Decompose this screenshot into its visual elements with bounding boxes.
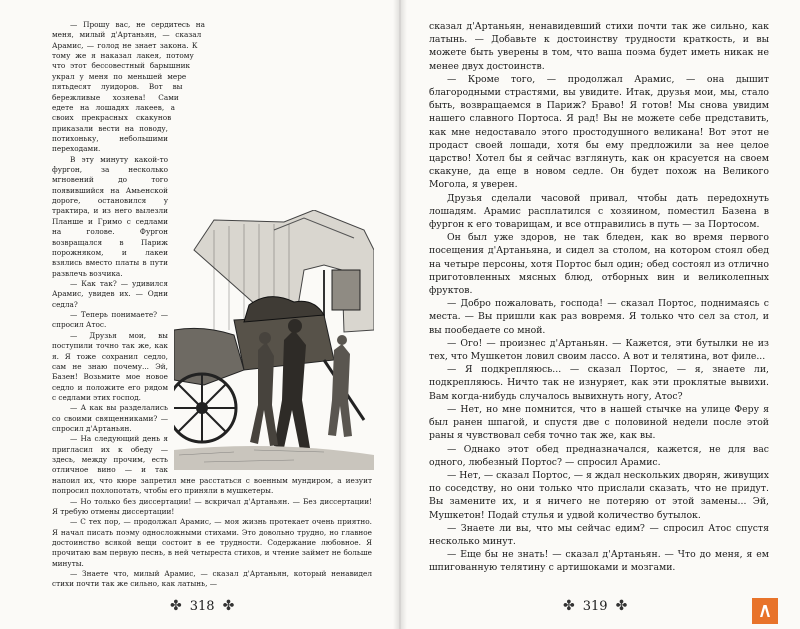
paragraph: — С тех пор, — продолжал Арамис, — моя жизнь протекает очень приятно. Я начал писать поэму односложными стихами. Это довольно трудно, но главное достоинство всякой вещи состоит в ее трудности. Содержание любовное. Я прочитаю вам первую песнь, в ней четыреста стихов, и чтение займет не больше минуты. [52,517,372,568]
paragraph: — А как вы разделались со своими священниками? — спросил д'Артаньян. [52,403,168,434]
paragraph: — Теперь понимаете? — спросил Атос. [52,310,168,330]
left-text-column [52,20,372,590]
paragraph: — На следующий день я пригласил их к обеду — здесь, между прочим, есть отличное вино — и так напоил их, что кюре запретил мне расстаться с военным мундиром, а иезуит попросил похлопотать, чтобы его приняли в мушкетеры. [52,434,372,496]
fleuron-ornament-icon: ✤ [170,598,182,614]
paragraph: В эту минуту какой-то фургон, за несколько мгновений до того появившийся на Амьенской дороге, остановился у трактира, и из него вылезли Планше и Гримо с седлами на голове. Фургон возвращался в Париж порожняком, и лакеи взялись вместо платы в пути развлечь возчика. [52,154,168,278]
paragraph: — Как так? — удивился Арамис, увидев их. — Одни седла? [52,278,168,309]
paragraph: — Я подкрепляюсь... — сказал Портос, — я, знаете ли, подкрепляюсь. Ничто так не изнуряет, как эти проклятые вывихи. Вам когда-нибудь случалось вывихнуть ногу, Атос? [429,364,769,402]
fleuron-ornament-icon: ✤ [222,598,235,614]
paragraph: — Кроме того, — продолжал Арамис, — она дышит благородными страстями, вы увидите. Итак, друзья мои, мы, стало быть, возвращаемся в Париж? Браво! Я готов! Мы снова увидим нашего славного Портоса. Я рад! Вы не можете себе представить, как мне недоставало этого простодушного великана! Вот этот не продаст своей лошади, хотя бы ему предложили за нее целое царство! Хотел бы я сейчас взглянуть, как он красуется на своем скакуне, да еще в новом седле. Он будет похож на Великого Могола, я уверен. [429,73,769,191]
right-page [401,0,800,629]
left-page-footer [170,598,234,614]
paragraph: — Еще бы не знать! — сказал д'Артаньян. — Что до меня, я ем шпигованную телятину с артишоками и мозгами. [429,549,769,574]
publisher-logo-icon [752,598,778,624]
right-page-footer [563,598,627,614]
paragraph: — Нет, — сказал Портос, — я ждал нескольких дворян, живущих по соседству, но они только что прислали сказать, что не придут. Вы замените их, и я ничего не потеряю от этой замены... Эй, Мушкетон! Подай стулья и удвой количество бутылок. [429,469,769,521]
paragraph: Друзья сделали часовой привал, чтобы дать передохнуть лошадям. Арамис расплатился с хозяином, поместил Базена в фургон к его товарищам, и все отправились в путь — за Портосом. [429,192,769,231]
paragraph: Он был уже здоров, не так бледен, как во время первого посещения д'Артаньяна, и сидел за столом, на котором стоял обед на четыре персоны, хотя Портос был один; обед состоял из отлично приготовленных мясных блюд, отборных вин и великолепных фруктов. [429,232,769,297]
paragraph: — Друзья мои, вы поступили точно так же, как я. Я тоже сохранил седло, сам не знаю почему... Эй, Базен! Возьмите мое новое седло и положите его рядом с седлами этих господ. [52,330,168,402]
paragraph: — Ого! — произнес д'Артаньян. — Кажется, эти бутылки не из тех, что Мушкетон ловил своим лассо. А вот и телятина, вот филе... [429,337,769,363]
right-text-column [429,20,769,575]
fleuron-ornament-icon: ✤ [615,598,628,614]
wagon-illustration [174,210,374,470]
left-page [0,0,399,629]
page-number: 319 [582,598,608,614]
paragraph: — Нет, но мне помнится, что в нашей стычке на улице Феру я был ранен шпагой, и спустя две с половиной недели после этой раны я чувствовал себя точно так же, как вы. [429,403,769,442]
paragraph: — Знаете ли вы, что мы сейчас едим? — спросил Атос спустя несколько минут. [429,522,769,547]
logo-letter-mark [757,603,773,619]
paragraph: — Однако этот обед предназначался, кажется, не для вас одного, любезный Портос? — спросил Арамис. [429,443,769,468]
fleuron-ornament-icon: ✤ [563,598,575,614]
book-gutter [393,0,407,629]
illustration-engraving [174,210,374,470]
paragraph-continuation: сказал д'Артаньян, ненавидевший стихи почти так же сильно, как латынь. — Добавьте к достоинству трудности краткость, и вы можете быть уверены в том, что ваша поэма будет иметь никак не менее двух достоинств. [429,21,769,72]
paragraph: — Добро пожаловать, господа! — сказал Портос, поднимаясь с места. — Вы пришли как раз вовремя. Я только что сел за стол, и вы пообедаете со мной. [429,298,769,336]
page-number: 318 [189,598,215,614]
paragraph: — Прошу вас, не сердитесь на меня, милый д'Артаньян, — сказал Арамис, — голод не знает закона. К тому же я наказал лакея, потому что этот бессовестный барышник украл у меня по меньшей мере пятьдесят луидоров. Вот вы бережливые хозяева! Сами едете на лошадях лакеев, а своих прекрасных скакунов приказали вести на поводу, потихоньку, небольшими переходами. [52,20,206,154]
paragraph: — Но только без диссертации! — вскричал д'Артаньян. — Без диссертации! Я требую отмены диссертации! [52,496,372,516]
paragraph: — Знаете что, милый Арамис, — сказал д'Артаньян, который ненавидел стихи почти так же сильно, как латынь, — [52,569,372,589]
